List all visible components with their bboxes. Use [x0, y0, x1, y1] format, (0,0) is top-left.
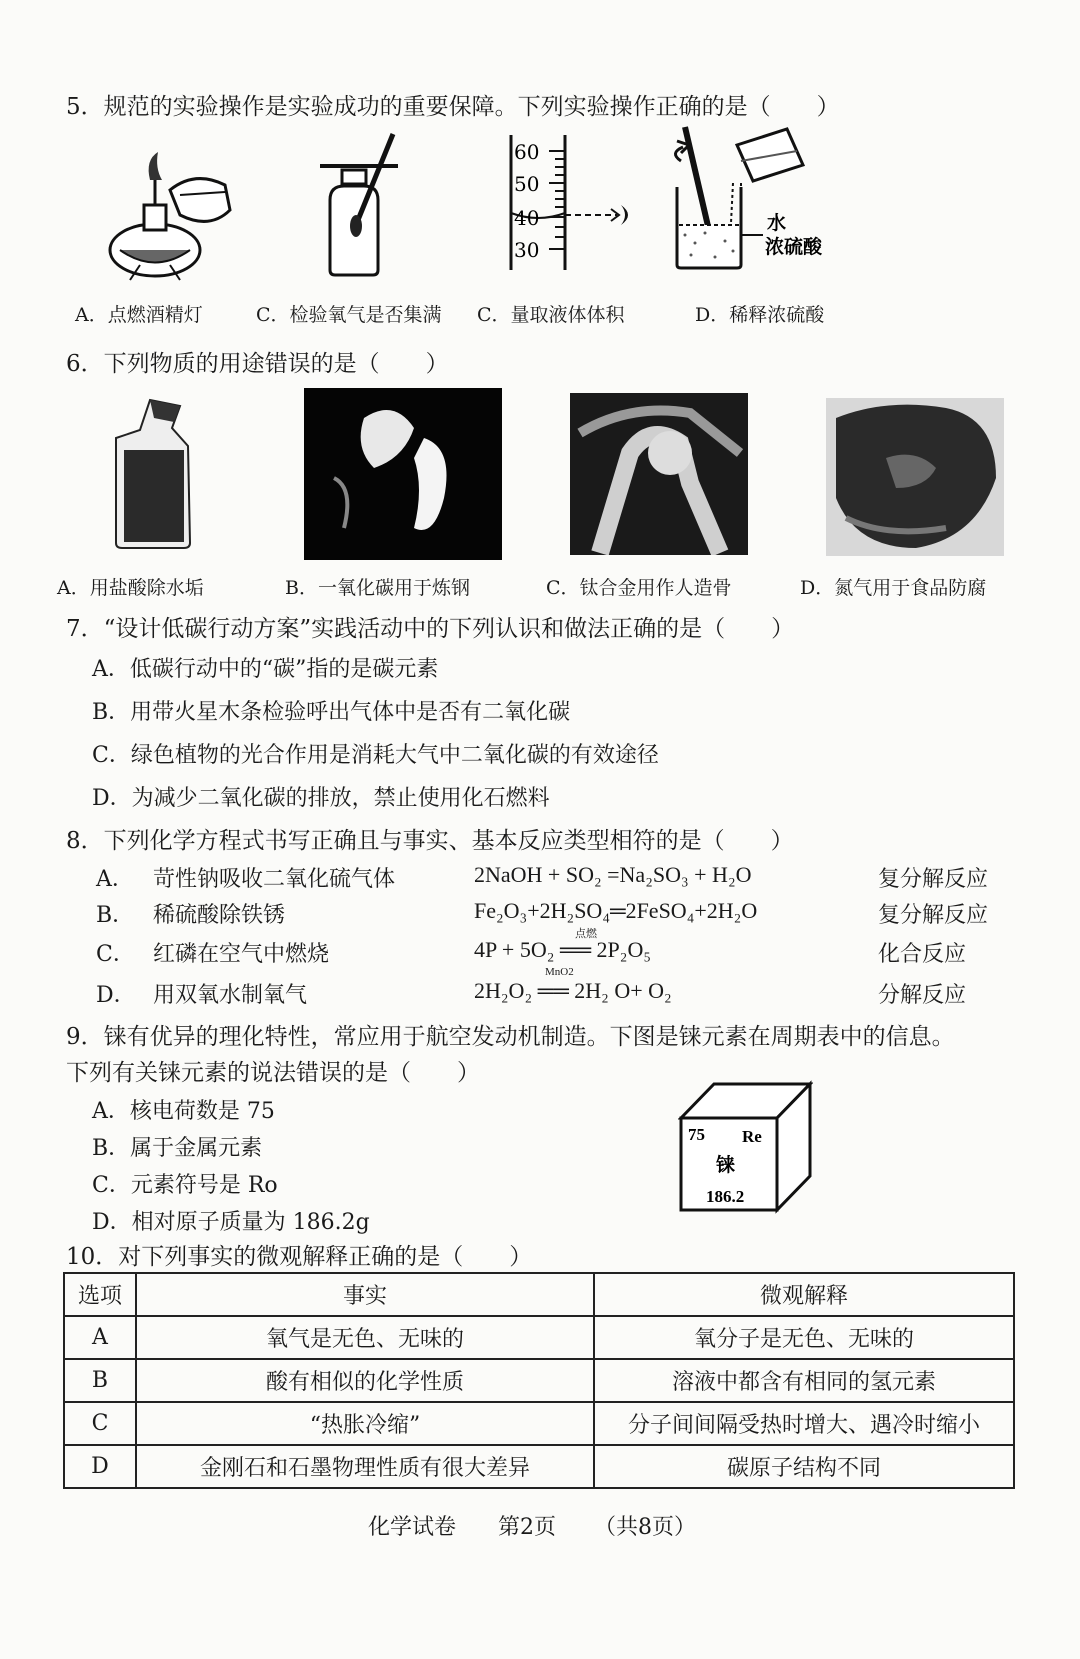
nitrogen-food-preservation-image — [826, 398, 1004, 556]
q9-stem-line1: 9．铼有优异的理化特性，常应用于航空发动机制造。下图是铼元素在周期表中的信息。 — [66, 1024, 955, 1050]
row-a-explanation: 氧分子是无色、无味的 — [594, 1316, 1014, 1359]
q8-row-a-letter: A． — [96, 867, 134, 892]
footer-subject: 化学试卷 — [368, 1515, 457, 1540]
carbon-monoxide-steel-image — [304, 388, 502, 560]
rhenium-periodic-cell — [678, 1080, 813, 1215]
cylinder-tick-60: 60 — [514, 140, 540, 164]
q6-caption-b: B．一氧化碳用于炼钢 — [285, 577, 470, 599]
q5-stem: 5．规范的实验操作是实验成功的重要保障。下列实验操作正确的是（ ） — [66, 94, 840, 120]
q8-row-d-desc: 用双氧水制氧气 — [153, 983, 308, 1008]
footer-total: （共8页） — [594, 1515, 696, 1540]
q10-table — [63, 1272, 1015, 1489]
q7-option-b: B．用带火星木条检验呼出气体中是否有二氧化碳 — [92, 700, 571, 725]
header-explanation: 微观解释 — [594, 1273, 1014, 1316]
element-mass: 186.2 — [706, 1187, 745, 1206]
q9-option-c: C．元素符号是 Ro — [92, 1173, 278, 1198]
q8-row-b-letter: B． — [96, 903, 135, 928]
footer-page: 第2页 — [498, 1515, 556, 1540]
row-b-option: B — [64, 1359, 136, 1402]
cylinder-tick-50: 50 — [514, 172, 540, 196]
row-b-explanation: 溶液中都含有相同的氢元素 — [594, 1359, 1014, 1402]
table-row — [64, 1316, 1014, 1359]
q7-stem: 7．“设计低碳行动方案”实践活动中的下列认识和做法正确的是（ ） — [66, 616, 795, 642]
oxygen-test-bottle-figure — [318, 130, 418, 285]
q9-stem-line2: 下列有关铼元素的说法错误的是（ ） — [66, 1060, 480, 1086]
q8-stem: 8．下列化学方程式书写正确且与事实、基本反应类型相符的是（ ） — [66, 828, 794, 854]
q8-row-b-equation: Fe₂O₃+2H₂SO₄═2FeSO₄+2H₂O — [474, 898, 758, 923]
row-c-explanation: 分子间间隔受热时增大、遇冷时缩小 — [594, 1402, 1014, 1445]
row-a-option: A — [64, 1316, 136, 1359]
q8-row-a-equation: 2NaOH + SO₂ =Na₂SO₃ + H₂O — [474, 862, 752, 887]
row-d-explanation: 碳原子结构不同 — [594, 1445, 1014, 1488]
q8-row-b-desc: 稀硫酸除铁锈 — [153, 903, 286, 928]
titanium-bone-xray-image — [570, 393, 748, 555]
q8-row-c-condition: 点燃 — [575, 927, 597, 940]
q8-row-c-desc: 红磷在空气中燃烧 — [153, 942, 330, 967]
q8-row-c-equation: 4P + 5O₂ ══ 2P₂O₅ — [474, 937, 652, 962]
table-row — [64, 1359, 1014, 1402]
q9-option-d: D．相对原子质量为 186.2g — [92, 1210, 370, 1235]
element-symbol: Re — [742, 1127, 762, 1146]
q8-row-c-type: 化合反应 — [878, 942, 967, 967]
q8-row-b-type: 复分解反应 — [878, 903, 989, 928]
q10-stem: 10．对下列事实的微观解释正确的是（ ） — [66, 1244, 533, 1270]
row-d-option: D — [64, 1445, 136, 1488]
q8-row-d-condition: MnO2 — [545, 966, 574, 978]
header-fact: 事实 — [136, 1273, 594, 1316]
beaker-label-water: 水 — [767, 212, 787, 234]
hydrochloric-acid-bottle-image — [110, 398, 210, 553]
q8-row-a-type: 复分解反应 — [878, 867, 989, 892]
q6-caption-c: C．钛合金用作人造骨 — [546, 577, 732, 599]
q8-row-d-type: 分解反应 — [878, 983, 967, 1008]
row-a-fact: 氧气是无色、无味的 — [136, 1316, 594, 1359]
dilute-sulfuric-acid-figure — [655, 125, 855, 280]
q8-row-c-letter: C． — [96, 942, 135, 967]
q7-option-a: A．低碳行动中的“碳”指的是碳元素 — [92, 657, 439, 682]
cylinder-tick-30: 30 — [514, 238, 540, 262]
cylinder-tick-40: 40 — [514, 206, 540, 230]
beaker-label-acid: 浓硫酸 — [765, 236, 823, 258]
row-d-fact: 金刚石和石墨物理性质有很大差异 — [136, 1445, 594, 1488]
q6-caption-d: D．氮气用于食品防腐 — [800, 577, 987, 599]
q8-row-d-letter: D． — [96, 983, 136, 1008]
q7-option-c: C．绿色植物的光合作用是消耗大气中二氧化碳的有效途径 — [92, 743, 659, 768]
q5-caption-c: C．量取液体体积 — [477, 304, 625, 326]
row-b-fact: 酸有相似的化学性质 — [136, 1359, 594, 1402]
q6-caption-a: A．用盐酸除水垢 — [57, 577, 204, 599]
element-number: 75 — [688, 1125, 705, 1144]
element-name: 铼 — [716, 1154, 736, 1176]
q5-caption-a: A．点燃酒精灯 — [75, 304, 203, 326]
table-row — [64, 1402, 1014, 1445]
q5-caption-d: D．稀释浓硫酸 — [695, 304, 825, 326]
q8-row-d-equation: 2H₂O₂ ══ 2H₂ O+ O₂ — [474, 978, 672, 1003]
q9-option-a: A．核电荷数是 75 — [92, 1099, 275, 1124]
header-option: 选项 — [64, 1273, 136, 1316]
q9-option-b: B．属于金属元素 — [92, 1136, 263, 1161]
q8-row-a-desc: 苛性钠吸收二氧化硫气体 — [153, 867, 396, 892]
table-header-row — [64, 1273, 1014, 1316]
graduated-cylinder-figure — [505, 135, 650, 275]
table-row — [64, 1445, 1014, 1488]
q6-stem: 6．下列物质的用途错误的是（ ） — [66, 351, 449, 377]
alcohol-lamp-lighting-figure — [100, 150, 245, 285]
q5-caption-b: C．检验氧气是否集满 — [256, 304, 442, 326]
row-c-fact: “热胀冷缩” — [136, 1402, 594, 1445]
q7-option-d: D．为减少二氧化碳的排放，禁止使用化石燃料 — [92, 786, 550, 811]
row-c-option: C — [64, 1402, 136, 1445]
